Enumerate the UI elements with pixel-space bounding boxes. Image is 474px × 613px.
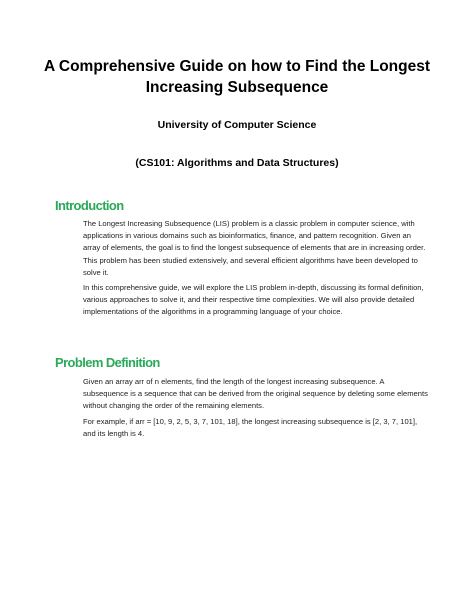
problem-definition-paragraph: Given an array arr of n elements, find the length of the longest increasing subsequence. A subsequence is a sequence that can be derived from the original sequence by deleting some elements without changing the order of the remaining elements. — [83, 377, 428, 411]
introduction-paragraph: The Longest Increasing Subsequence (LIS) problem is a classic problem in computer science, with applications in various domains such as bioinformatics, finance, and pattern recognition. Given an array of elements, the goal is to find the longest subsequence of elements that are in increasing order. This problem has been studied extensively, and several efficient algorithms have been developed to solve it. — [83, 219, 426, 277]
section-heading-problem-definition: Problem Definition — [55, 355, 160, 370]
course-name: (CS101: Algorithms and Data Structures) — [135, 157, 339, 169]
section-heading-introduction: Introduction — [55, 198, 124, 213]
document-title: A Comprehensive Guide on how to Find the Longest Increasing Subsequence — [43, 58, 431, 96]
institution-name: University of Computer Science — [157, 119, 317, 131]
introduction-paragraph: In this comprehensive guide, we will explore the LIS problem in-depth, discussing its formal definition, various approaches to solve it, and their respective time complexities. We will also provide detailed implementations of the algorithms in a programming language of your choice. — [83, 283, 424, 317]
problem-definition-example: For example, if arr = [10, 9, 2, 5, 3, 7, 101, 18], the longest increasing subsequence is [2, 3, 7, 101], and its length is 4. — [83, 417, 418, 439]
